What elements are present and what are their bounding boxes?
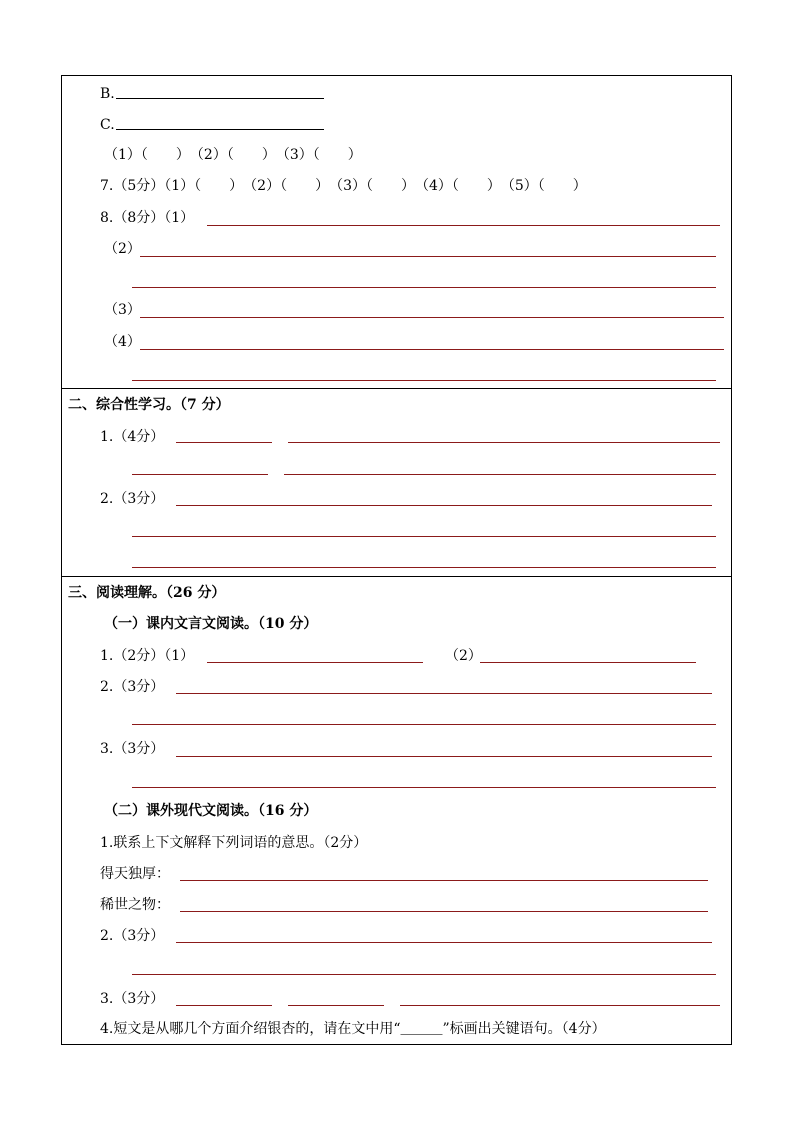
underline-mark-sample: ＿＿＿ bbox=[400, 1021, 443, 1037]
section-divider bbox=[61, 576, 732, 577]
q7-answers: 7.（5分）（1）（ ） （2）（ ） （3）（ ） （4）（ ） （5）（ ） bbox=[100, 178, 587, 194]
section-divider bbox=[61, 388, 732, 389]
s3-1-q2-answer-line[interactable] bbox=[176, 693, 712, 694]
s3-1-q1-part2-label: （2） bbox=[445, 648, 482, 664]
s3-1-q2-label: 2.（3分） bbox=[100, 679, 165, 695]
q8-2-answer-line[interactable] bbox=[140, 256, 716, 257]
s3-1-q1-label: 1.（2分）（1） bbox=[100, 648, 195, 664]
s3-2-q1-text: 1.联系上下文解释下列词语的意思。（2分） bbox=[100, 835, 368, 851]
s3-2-q3-answer-line[interactable] bbox=[400, 1005, 720, 1006]
s2-q1-answer-line[interactable] bbox=[132, 474, 268, 475]
s3-1-q2-answer-line[interactable] bbox=[132, 724, 716, 725]
q8-label: 8.（8分）（1） bbox=[100, 210, 195, 226]
q8-3-label: （3） bbox=[104, 302, 141, 318]
s2-q2-answer-line[interactable] bbox=[132, 567, 716, 568]
q8-1-answer-line[interactable] bbox=[207, 225, 720, 226]
q8-4-answer-line[interactable] bbox=[132, 380, 716, 381]
q8-3-answer-line[interactable] bbox=[140, 317, 724, 318]
s3-2-q3-answer-line[interactable] bbox=[288, 1005, 384, 1006]
q8-2-label: （2） bbox=[104, 241, 141, 257]
s3-1-q1-answer-line[interactable] bbox=[480, 662, 696, 663]
s3-2-q4-text bbox=[100, 1021, 606, 1037]
s3-1-q3-label: 3.（3分） bbox=[100, 741, 165, 757]
s3-1-q1-answer-line[interactable] bbox=[207, 662, 423, 663]
q4-text-start: 4.短文是从哪几个方面介绍银杏的，请在文中用“ bbox=[100, 1021, 401, 1037]
s3-1-q3-answer-line[interactable] bbox=[132, 787, 716, 788]
section2-title: 二、综合性学习。（7 分） bbox=[68, 397, 230, 413]
q4-text-end: ”标画出关键语句。（4分） bbox=[442, 1021, 606, 1037]
s2-q2-answer-line[interactable] bbox=[132, 536, 716, 537]
s3-2-q2-label: 2.（3分） bbox=[100, 928, 165, 944]
q6-sub-answers: （1）（ ） （2）（ ） （3）（ ） bbox=[104, 147, 362, 163]
term2-label: 稀世之物： bbox=[100, 897, 170, 913]
subsection1-title: （一）课内文言文阅读。（10 分） bbox=[104, 616, 318, 632]
section3-title: 三、阅读理解。（26 分） bbox=[68, 585, 226, 601]
q8-4-label: （4） bbox=[104, 334, 141, 350]
s3-2-q3-answer-line[interactable] bbox=[176, 1005, 272, 1006]
term1-answer-line[interactable] bbox=[180, 880, 708, 881]
s3-1-q3-answer-line[interactable] bbox=[176, 756, 712, 757]
answer-line-c[interactable] bbox=[116, 129, 324, 130]
q8-4-answer-line[interactable] bbox=[140, 349, 724, 350]
s3-2-q2-answer-line[interactable] bbox=[132, 974, 716, 975]
s3-2-q2-answer-line[interactable] bbox=[176, 942, 712, 943]
s2-q1-answer-line[interactable] bbox=[288, 442, 720, 443]
s2-q2-label: 2.（3分） bbox=[100, 491, 165, 507]
term1-label: 得天独厚： bbox=[100, 866, 170, 882]
s2-q1-answer-line[interactable] bbox=[284, 474, 716, 475]
option-b-label: B. bbox=[100, 86, 115, 102]
subsection2-title: （二）课外现代文阅读。（16 分） bbox=[104, 803, 318, 819]
q8-2-answer-line[interactable] bbox=[132, 287, 716, 288]
option-c-label: C. bbox=[100, 117, 115, 133]
answer-line-b[interactable] bbox=[116, 98, 324, 99]
s2-q1-label: 1.（4分） bbox=[100, 429, 165, 445]
s3-2-q3-label: 3.（3分） bbox=[100, 991, 165, 1007]
s2-q1-answer-line[interactable] bbox=[176, 442, 272, 443]
s2-q2-answer-line[interactable] bbox=[176, 505, 712, 506]
term2-answer-line[interactable] bbox=[180, 911, 708, 912]
